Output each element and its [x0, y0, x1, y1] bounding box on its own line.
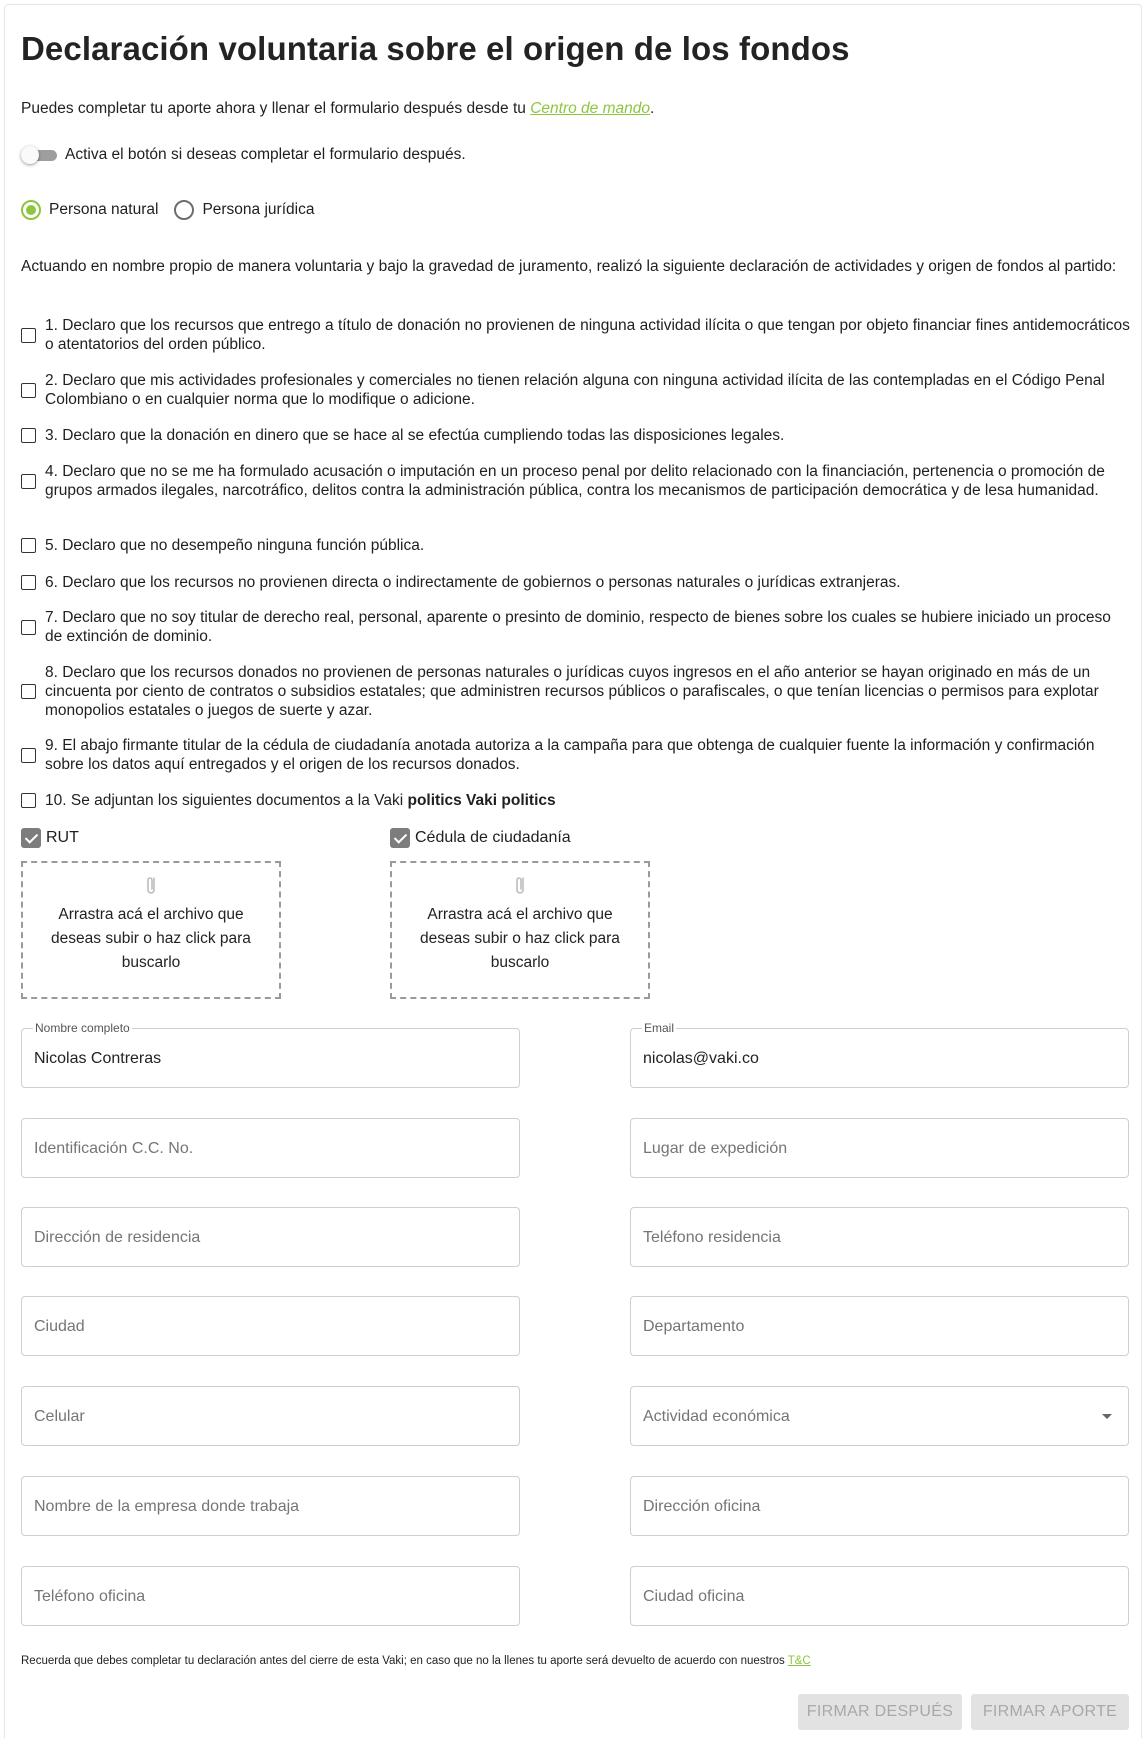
ciudad-field[interactable] — [21, 1296, 520, 1356]
declaration-text: 6. Declaro que los recursos no provienen directa o indirectamente de gobiernos o personas naturales o jurídicas extranjeras. — [45, 574, 901, 591]
sign-later-button[interactable]: FIRMAR DESPUÉS — [798, 1694, 962, 1730]
declaration-9 — [21, 736, 1131, 774]
declaration-3 — [21, 426, 1131, 445]
complete-later-toggle-row — [21, 146, 466, 164]
declaration-4-checkbox[interactable] — [21, 474, 36, 489]
intro-suffix: . — [650, 100, 655, 117]
field-placeholder: Ciudad — [34, 1318, 85, 1335]
cedula-checkbox-row[interactable] — [390, 828, 571, 848]
cedula-dropzone[interactable] — [390, 861, 650, 999]
radio-persona-juridica[interactable] — [174, 200, 314, 220]
declaration-7-checkbox[interactable] — [21, 620, 36, 635]
ciudad-oficina-field[interactable] — [630, 1566, 1129, 1626]
direccion-residencia-field[interactable] — [21, 1207, 520, 1267]
declaration-6 — [21, 573, 1131, 592]
declaration-10-text: 10. Se adjuntan los siguientes documentos a la Vaki — [45, 792, 408, 809]
sign-contribution-button[interactable]: FIRMAR APORTE — [971, 1694, 1129, 1730]
declaration-1-checkbox[interactable] — [21, 328, 36, 343]
field-label: Email — [644, 1021, 675, 1035]
declaration-6-checkbox[interactable] — [21, 575, 36, 590]
radio-label: Persona jurídica — [202, 201, 315, 218]
declaration-7 — [21, 608, 1131, 646]
declaration-1 — [21, 316, 1131, 354]
declaration-statement: Actuando en nombre propio de manera voluntaria y bajo la gravedad de juramento, realizó la siguiente declaración de actividades y origen de fondos al partido: — [21, 258, 1117, 275]
person-type-group — [21, 200, 330, 220]
declaration-2 — [21, 371, 1131, 409]
declaration-text: 8. Declaro que los recursos donados no provienen de personas naturales o jurídicas cuyos ingresos en el año anterior se hayan originado en más de un cincuenta por ciento de contratos o subsidios estatales; que administren recursos públicos o parafiscales, o que tenían licencias o permisos para explotar monopolios estatales o juegos de suerte y azar. — [45, 664, 1099, 719]
vaki-name: politics Vaki politics — [407, 792, 556, 809]
declaration-8-checkbox[interactable] — [21, 684, 36, 699]
radio-label: Persona natural — [49, 201, 159, 218]
declaration-10 — [21, 791, 1131, 810]
terms-link[interactable]: T&C — [787, 1655, 811, 1667]
declaration-text: 7. Declaro que no soy titular de derecho real, personal, aparente o presinto de dominio, respecto de bienes sobre los cuales se hubiere iniciado un proceso de extinción de dominio. — [45, 609, 1111, 645]
declaration-10-checkbox[interactable] — [21, 793, 36, 808]
telefono-oficina-field[interactable] — [21, 1566, 520, 1626]
declaration-5-checkbox[interactable] — [21, 538, 36, 553]
field-placeholder: Teléfono oficina — [34, 1588, 146, 1605]
declaration-text: 1. Declaro que los recursos que entrego a título de donación no provienen de ninguna actividad ilícita o que tengan por objeto financiar fines antidemocráticos o atentatorios del orden público. — [45, 317, 1130, 353]
declaration-5 — [21, 536, 1131, 555]
rut-checkbox-row[interactable] — [21, 828, 79, 848]
field-placeholder: Ciudad oficina — [643, 1588, 745, 1605]
declaration-text: 3. Declaro que la donación en dinero que se hace al se efectúa cumpliendo todas las disposiciones legales. — [45, 427, 785, 444]
field-label: Nombre completo — [35, 1021, 130, 1035]
declaration-3-checkbox[interactable] — [21, 428, 36, 443]
declaration-4 — [21, 462, 1131, 500]
actividad-economica-select[interactable] — [630, 1386, 1129, 1446]
direccion-oficina-field[interactable] — [630, 1476, 1129, 1536]
field-placeholder: Actividad económica — [643, 1408, 790, 1425]
celular-field[interactable] — [21, 1386, 520, 1446]
declaration-text: 2. Declaro que mis actividades profesionales y comerciales no tienen relación alguna con ninguna actividad ilícita de las contempladas en el Código Penal Colombiano o en cualquier norma que lo modifique o adicione. — [45, 372, 1105, 408]
field-value: nicolas@vaki.co — [643, 1050, 759, 1067]
dropzone-text: Arrastra acá el archivo que deseas subir o haz click para buscarlo — [420, 906, 620, 971]
field-placeholder: Celular — [34, 1408, 85, 1425]
rut-dropzone[interactable] — [21, 861, 281, 999]
rut-label: RUT — [46, 829, 79, 846]
deadline-footnote — [21, 1655, 811, 1667]
footnote-text: Recuerda que debes completar tu declaración antes del cierre de esta Vaki; en caso que no la llenes tu aporte será devuelto de acuerdo con nuestros — [21, 1655, 788, 1667]
dropdown-caret-icon — [1102, 1414, 1112, 1419]
rut-checkbox[interactable] — [21, 828, 41, 848]
paperclip-icon — [140, 873, 162, 897]
radio-selected-icon — [21, 200, 41, 220]
toggle-knob — [21, 146, 39, 164]
field-placeholder: Teléfono residencia — [643, 1229, 781, 1246]
page-title: Declaración voluntaria sobre el origen de los fondos — [21, 30, 850, 67]
declaration-2-checkbox[interactable] — [21, 383, 36, 398]
email-field[interactable] — [630, 1021, 1129, 1088]
declaration-9-checkbox[interactable] — [21, 748, 36, 763]
cedula-checkbox[interactable] — [390, 828, 410, 848]
toggle-label: Activa el botón si deseas completar el formulario después. — [65, 146, 466, 163]
declaration-text — [45, 791, 1131, 810]
intro-text — [21, 100, 654, 118]
intro-text-body: Puedes completar tu aporte ahora y llenar el formulario después desde tu — [21, 100, 531, 117]
centro-de-mando-link[interactable]: Centro de mando — [530, 100, 650, 117]
identificacion-field[interactable] — [21, 1118, 520, 1178]
paperclip-icon — [509, 873, 531, 897]
field-placeholder: Departamento — [643, 1318, 745, 1335]
field-placeholder: Lugar de expedición — [643, 1140, 788, 1157]
field-value: Nicolas Contreras — [34, 1050, 162, 1067]
field-placeholder: Nombre de la empresa donde trabaja — [34, 1498, 300, 1515]
declaration-text: 5. Declaro que no desempeño ninguna función pública. — [45, 537, 425, 554]
nombre-completo-field[interactable] — [21, 1021, 520, 1088]
departamento-field[interactable] — [630, 1296, 1129, 1356]
telefono-residencia-field[interactable] — [630, 1207, 1129, 1267]
declaration-text: 9. El abajo firmante titular de la cédula de ciudadanía anotada autoriza a la campaña para que obtenga de cualquier fuente la información y confirmación sobre los datos aquí entregados y el origen de los recursos donados. — [45, 737, 1095, 773]
radio-unselected-icon — [174, 200, 194, 220]
field-placeholder: Dirección oficina — [643, 1498, 761, 1515]
complete-later-toggle[interactable] — [21, 146, 57, 164]
declaration-8 — [21, 663, 1131, 720]
radio-persona-natural[interactable] — [21, 200, 158, 220]
cedula-label: Cédula de ciudadanía — [415, 829, 571, 846]
declaration-text: 4. Declaro que no se me ha formulado acusación o imputación en un proceso penal por delito relacionado con la financiación, pertenencia o promoción de grupos armados ilegales, narcotráfico, delitos contra la administración pública, contra los mecanismos de participación democrática y de lesa humanidad. — [45, 463, 1105, 499]
field-placeholder: Identificación C.C. No. — [34, 1140, 194, 1157]
empresa-field[interactable] — [21, 1476, 520, 1536]
dropzone-text: Arrastra acá el archivo que deseas subir o haz click para buscarlo — [51, 906, 251, 971]
lugar-expedicion-field[interactable] — [630, 1118, 1129, 1178]
field-placeholder: Dirección de residencia — [34, 1229, 201, 1246]
